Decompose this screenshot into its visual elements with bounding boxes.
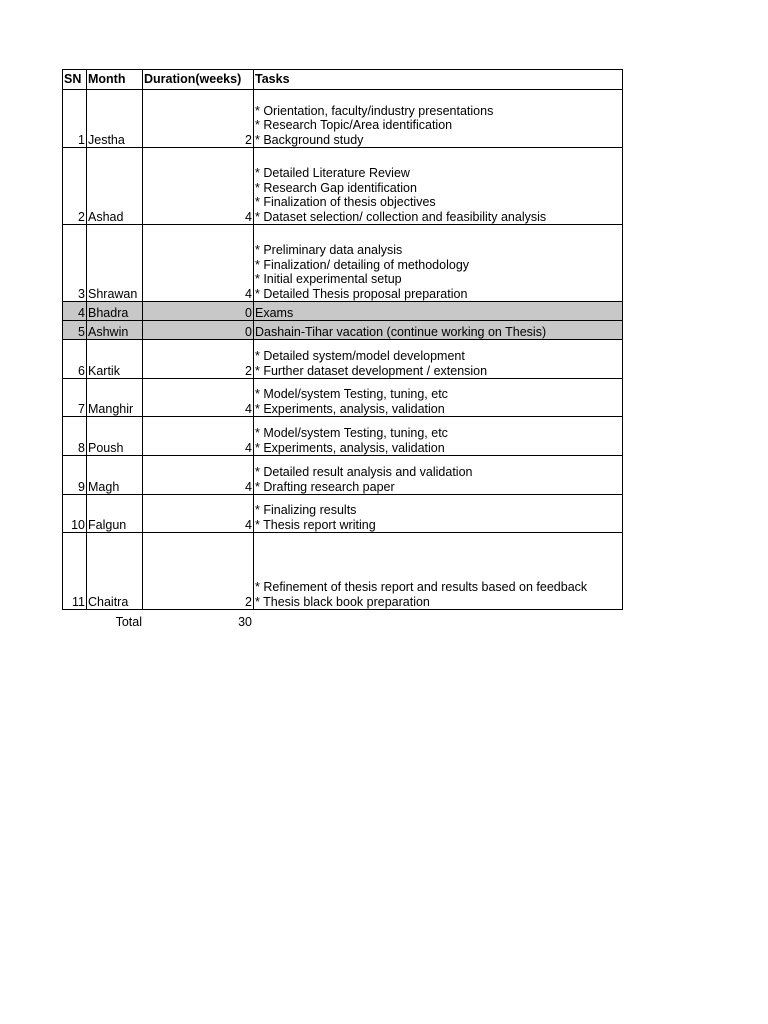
total-value: 30 — [238, 615, 252, 629]
cell-month: Manghir — [87, 379, 143, 417]
table-body — [63, 90, 623, 610]
task-line: * Thesis black book preparation — [255, 594, 430, 609]
task-line: * Dataset selection/ collection and feasibility analysis — [255, 209, 547, 224]
cell-duration: 4 — [143, 148, 254, 225]
task-line: * Detailed Thesis proposal preparation — [255, 286, 468, 301]
cell-sn: 7 — [63, 379, 87, 417]
cell-tasks — [254, 90, 623, 148]
cell-tasks — [254, 302, 623, 321]
task-line: * Preliminary data analysis — [255, 243, 403, 257]
task-line: * Finalization of thesis objectives — [255, 195, 436, 209]
cell-sn: 5 — [63, 321, 87, 340]
cell-tasks — [254, 225, 623, 302]
cell-duration: 2 — [143, 533, 254, 610]
cell-month: Jestha — [87, 90, 143, 148]
cell-duration: 2 — [143, 90, 254, 148]
cell-sn: 1 — [63, 90, 87, 148]
cell-sn: 2 — [63, 148, 87, 225]
table-row — [63, 417, 623, 456]
task-line: * Initial experimental setup — [255, 272, 402, 286]
cell-sn: 3 — [63, 225, 87, 302]
cell-duration: 4 — [143, 417, 254, 456]
task-line: * Detailed result analysis and validation — [255, 465, 473, 479]
cell-month: Bhadra — [87, 302, 143, 321]
table-header-row — [63, 70, 623, 90]
task-line: * Experiments, analysis, validation — [255, 440, 445, 455]
task-line: Exams — [255, 305, 294, 320]
task-line: * Thesis report writing — [255, 517, 376, 532]
total-label: Total — [115, 615, 142, 629]
cell-duration: 2 — [143, 340, 254, 379]
cell-month: Poush — [87, 417, 143, 456]
cell-tasks — [254, 456, 623, 495]
table-row — [63, 90, 623, 148]
cell-duration: 4 — [143, 456, 254, 495]
cell-tasks — [254, 340, 623, 379]
task-line: * Model/system Testing, tuning, etc — [255, 387, 448, 401]
table-row — [63, 225, 623, 302]
table-row — [63, 456, 623, 495]
header-duration: Duration(weeks) — [143, 70, 254, 90]
cell-tasks — [254, 321, 623, 340]
task-line: * Detailed system/model development — [255, 349, 465, 363]
task-line: * Finalization/ detailing of methodology — [255, 257, 470, 272]
header-tasks: Tasks — [254, 70, 623, 90]
cell-sn: 6 — [63, 340, 87, 379]
header-sn: SN — [63, 70, 87, 90]
cell-month: Falgun — [87, 495, 143, 533]
cell-duration: 0 — [143, 302, 254, 321]
cell-month: Shrawan — [87, 225, 143, 302]
cell-month: Kartik — [87, 340, 143, 379]
cell-sn: 11 — [63, 533, 87, 610]
cell-month: Chaitra — [87, 533, 143, 610]
task-line: * Further dataset development / extension — [255, 363, 488, 378]
task-line: * Finalizing results — [255, 503, 357, 517]
task-line: * Drafting research paper — [255, 479, 395, 494]
cell-tasks — [254, 148, 623, 225]
task-line: Dashain-Tihar vacation (continue working on Thesis) — [255, 324, 547, 339]
table-row — [63, 148, 623, 225]
table-row — [63, 379, 623, 417]
table-row — [63, 495, 623, 533]
task-line: * Research Gap identification — [255, 180, 417, 195]
cell-tasks — [254, 379, 623, 417]
header-month: Month — [87, 70, 143, 90]
task-line: * Orientation, faculty/industry presentations — [255, 103, 494, 118]
task-line: * Detailed Literature Review — [255, 166, 410, 180]
cell-tasks — [254, 417, 623, 456]
task-line: * Background study — [255, 132, 364, 147]
cell-sn: 8 — [63, 417, 87, 456]
cell-sn: 9 — [63, 456, 87, 495]
table-row — [63, 340, 623, 379]
task-line: * Experiments, analysis, validation — [255, 401, 445, 416]
cell-tasks — [254, 533, 623, 610]
cell-duration: 4 — [143, 379, 254, 417]
table-row — [63, 321, 623, 340]
task-line: * Refinement of thesis report and results based on feedback — [255, 580, 588, 594]
cell-sn: 10 — [63, 495, 87, 533]
cell-month: Magh — [87, 456, 143, 495]
schedule-table — [62, 69, 623, 610]
table-row — [63, 533, 623, 610]
cell-duration: 4 — [143, 225, 254, 302]
total-row — [62, 613, 622, 632]
cell-duration: 0 — [143, 321, 254, 340]
cell-month: Ashad — [87, 148, 143, 225]
task-line: * Model/system Testing, tuning, etc — [255, 426, 448, 440]
task-line: * Research Topic/Area identification — [255, 118, 453, 132]
table-row — [63, 302, 623, 321]
cell-sn: 4 — [63, 302, 87, 321]
cell-duration: 4 — [143, 495, 254, 533]
cell-month: Ashwin — [87, 321, 143, 340]
cell-tasks — [254, 495, 623, 533]
